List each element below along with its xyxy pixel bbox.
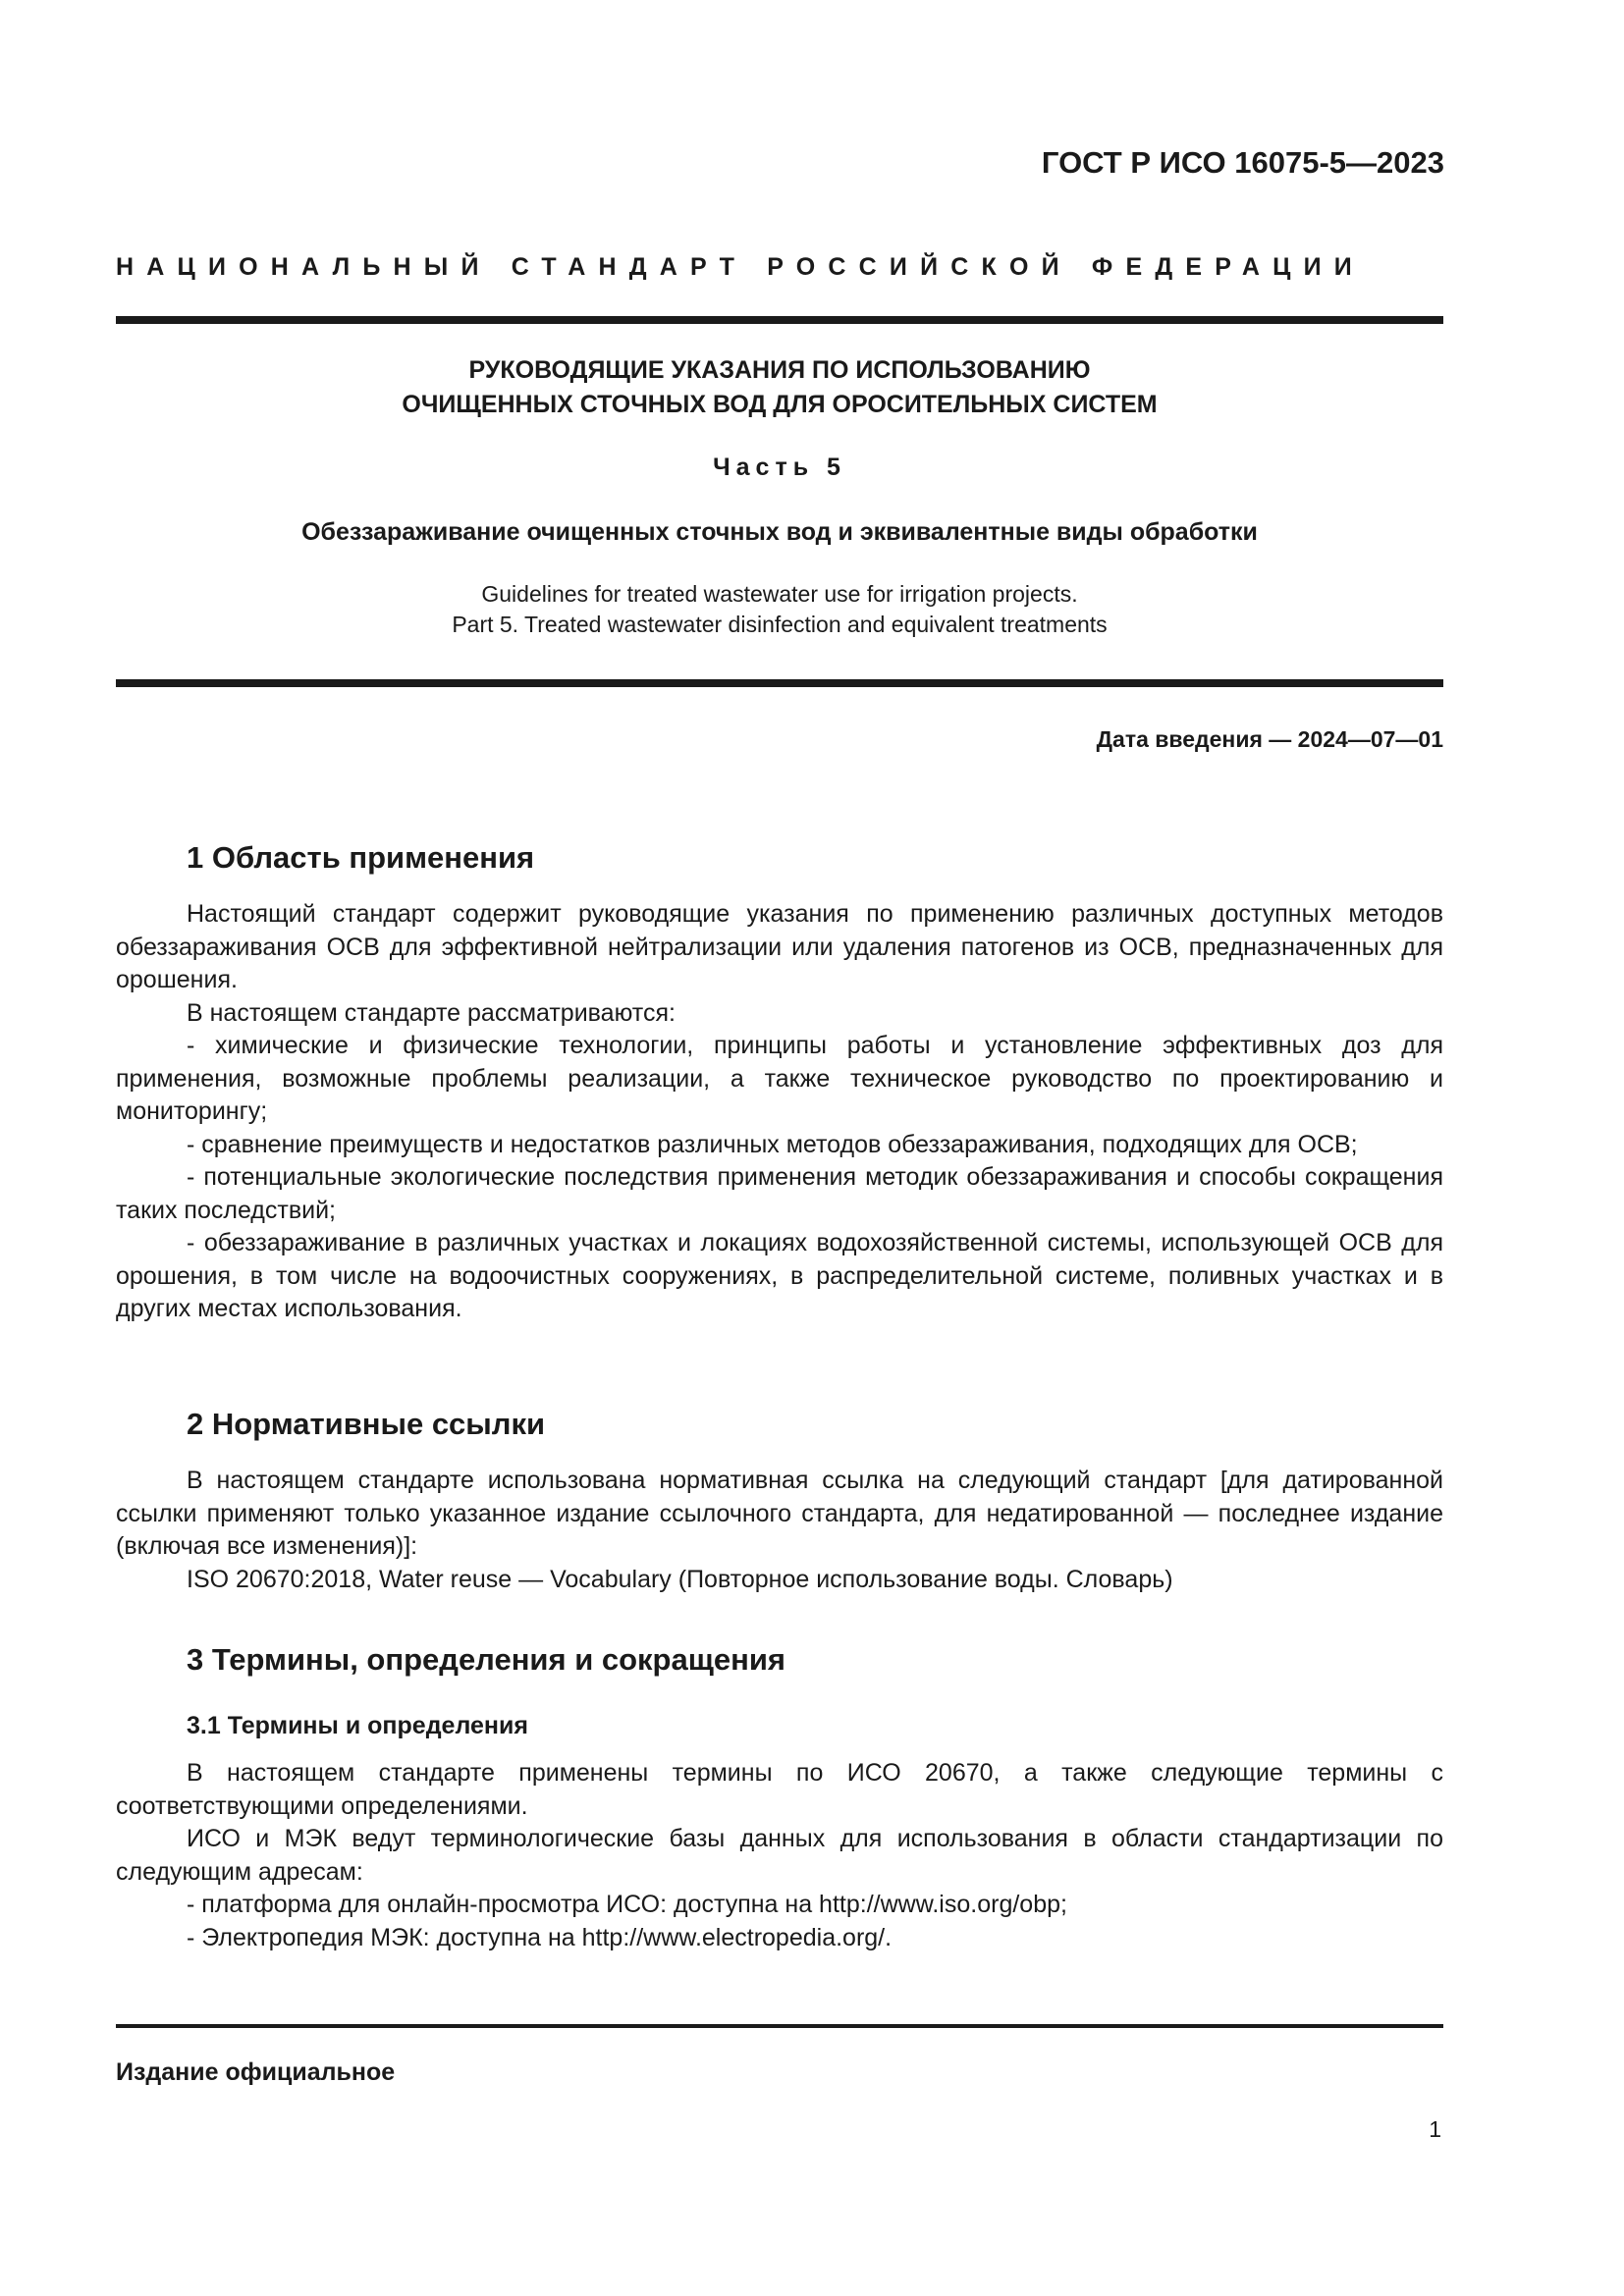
section-1-bullet-3: - потенциальные экологические последствия применения методик обеззараживания и способы сокращения таких последствий; — [116, 1163, 1443, 1224]
title-line-1: РУКОВОДЯЩИЕ УКАЗАНИЯ ПО ИСПОЛЬЗОВАНИЮ — [468, 356, 1091, 384]
section-3-bullet-2: - Электропедия МЭК: доступна на http://www.electropedia.org/. — [187, 1923, 893, 1951]
section-3-paragraph-1: В настоящем стандарте применены термины по ИСО 20670, а также следующие термины с соответствующими определениями. — [116, 1759, 1443, 1820]
section-1-bullet-4: - обеззараживание в различных участках и локациях водохозяйственной системы, использующей ОСВ для орошения, в том числе на водоочистных сооружениях, в распределительной системе, поливных участках и в других местах использования. — [116, 1229, 1443, 1322]
section-2-paragraph-1: В настоящем стандарте использована нормативная ссылка на следующий стандарт [для датированной ссылки применяют только указанное издание ссылочного стандарта, для недатированной — последнее издание (включая все изменения)]: — [116, 1467, 1443, 1560]
section-1-paragraph-1: Настоящий стандарт содержит руководящие указания по применению различных доступных методов обеззараживания ОСВ для эффективной нейтрализации или удаления патогенов из ОСВ, предназначенных для орошения. — [116, 900, 1443, 993]
document-subtitle: Обеззараживание очищенных сточных вод и эквивалентные виды обработки — [301, 518, 1258, 546]
section-1-bullet-1: - химические и физические технологии, принципы работы и установление эффективных доз для применения, возможные проблемы реализации, а также техническое руководство по проектированию и мониторингу; — [116, 1032, 1443, 1125]
section-3-heading: 3 Термины, определения и сокращения — [187, 1642, 785, 1677]
document-title — [116, 353, 1443, 422]
footer-rule — [116, 2024, 1443, 2028]
section-2-heading: 2 Нормативные ссылки — [187, 1407, 546, 1441]
page-number: 1 — [1429, 2116, 1441, 2142]
introduction-date: Дата введения — 2024—07—01 — [1096, 726, 1443, 752]
section-2-reference: ISO 20670:2018, Water reuse — Vocabulary (Повторное использование воды. Словарь) — [187, 1565, 1173, 1593]
section-1-bullet-2: - сравнение преимуществ и недостатков различных методов обеззараживания, подходящих для ОСВ; — [187, 1130, 1358, 1158]
english-title-line-1: Guidelines for treated wastewater use for irrigation projects. — [481, 581, 1078, 607]
section-1-body — [116, 898, 1443, 1326]
subsection-3-1-heading: 3.1 Термины и определения — [187, 1712, 528, 1739]
top-rule — [116, 316, 1443, 324]
section-3-body — [116, 1757, 1443, 1954]
section-1-paragraph-2: В настоящем стандарте рассматриваются: — [187, 998, 676, 1027]
section-3-paragraph-2: ИСО и МЭК ведут терминологические базы данных для использования в области стандартизации по следующим адресам: — [116, 1825, 1443, 1886]
title-line-2: ОЧИЩЕННЫХ СТОЧНЫХ ВОД ДЛЯ ОРОСИТЕЛЬНЫХ СИСТЕМ — [402, 391, 1158, 418]
english-title-line-2: Part 5. Treated wastewater disinfection and equivalent treatments — [452, 612, 1108, 637]
section-2-body — [116, 1465, 1443, 1596]
part-label: Часть 5 — [713, 454, 846, 481]
english-title — [116, 579, 1443, 640]
title-rule — [116, 679, 1443, 687]
official-edition-label: Издание официальное — [116, 2058, 396, 2086]
national-standard-label: НАЦИОНАЛЬНЫЙ СТАНДАРТ РОССИЙСКОЙ ФЕДЕРАЦИИ — [116, 253, 1365, 281]
section-1-heading: 1 Область применения — [187, 840, 535, 875]
document-code: ГОСТ Р ИСО 16075-5—2023 — [1041, 145, 1444, 180]
section-3-bullet-1: - платформа для онлайн-просмотра ИСО: доступна на http://www.iso.org/obp; — [187, 1891, 1067, 1918]
